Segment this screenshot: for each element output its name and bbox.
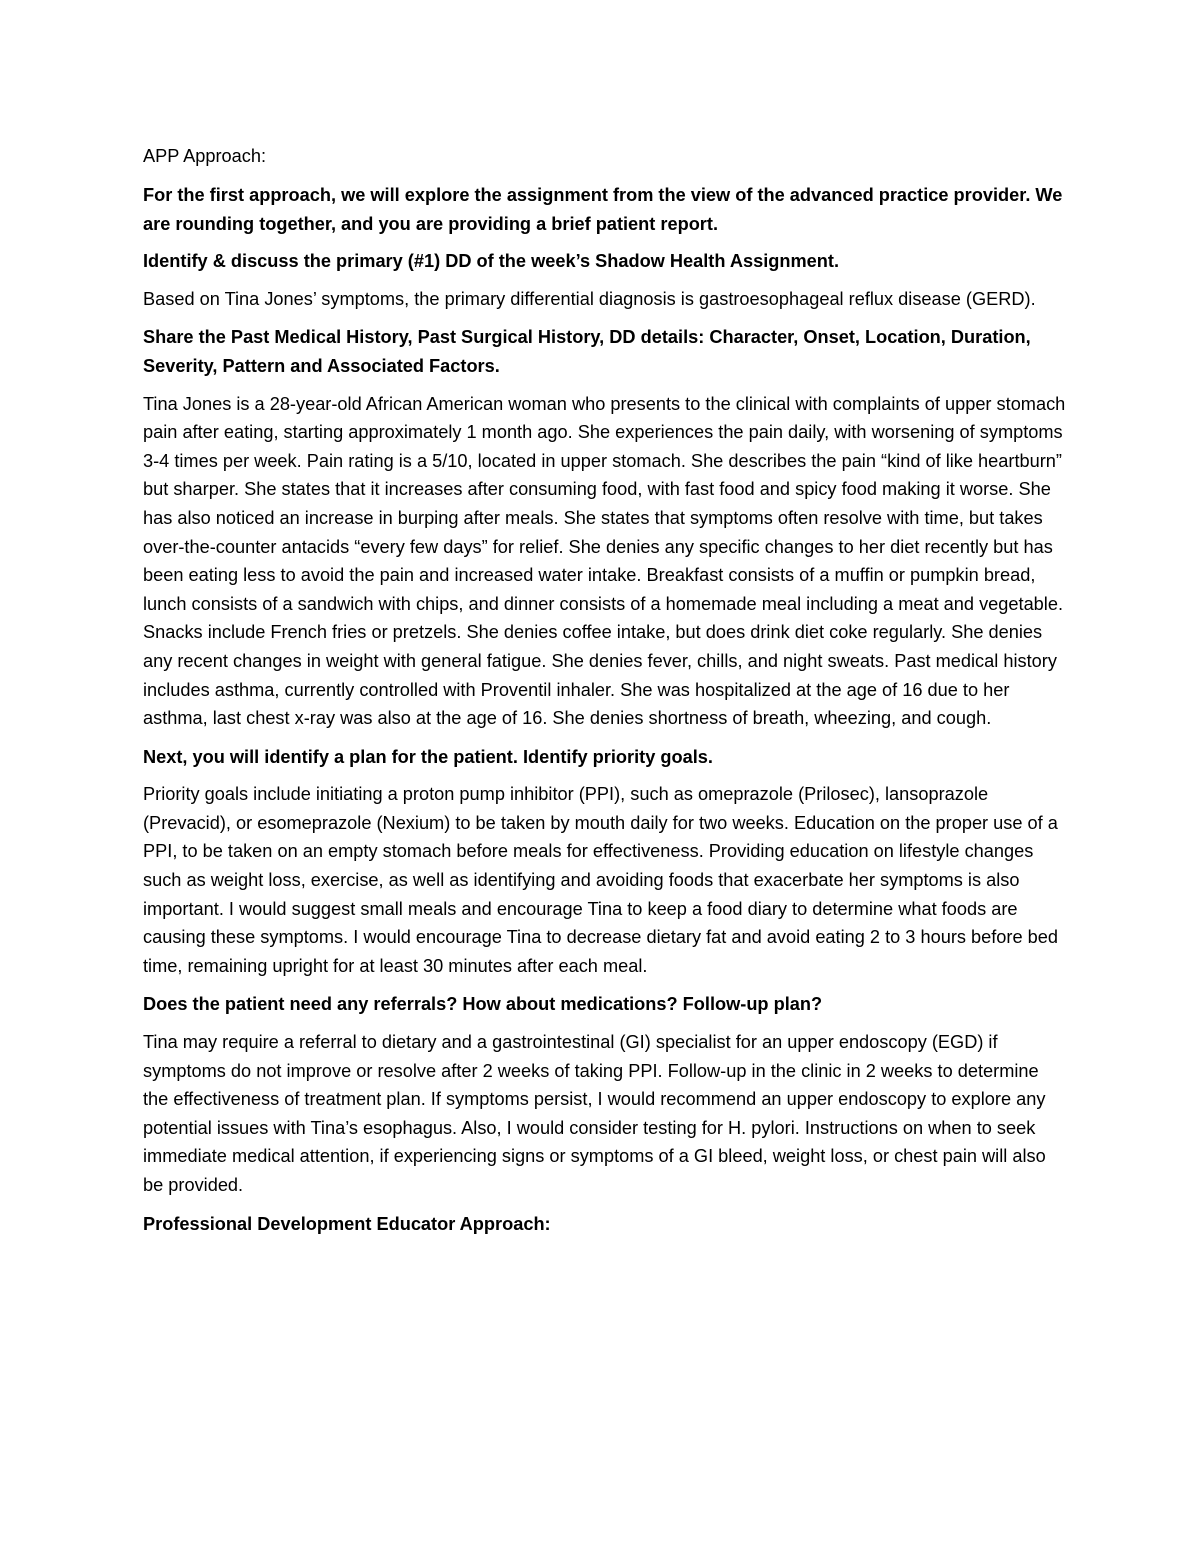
question-history-details: Share the Past Medical History, Past Surgical History, DD details: Character, Onset, Location, Duration, Severity, Pattern and Associated Factors. (143, 327, 1031, 376)
answer-referrals: Tina may require a referral to dietary and a gastrointestinal (GI) specialist for an upper endoscopy (EGD) if symptoms do not improve or resolve after 2 weeks of taking PPI. Follow-up in the clinic in 2 weeks to determine the effectiveness of treatment plan. If symptoms persist, I would recommend an upper endoscopy to explore any potential issues with Tina’s esophagus. Also, I would consider testing for H. pylori. Instructions on when to seek immediate medical attention, if experiencing signs or symptoms of a GI bleed, weight loss, or chest pain will also be provided. (143, 1032, 1046, 1195)
answer-history-details: Tina Jones is a 28-year-old African American woman who presents to the clinical with complaints of upper stomach pain after eating, starting approximately 1 month ago. She experiences the pain daily, with worsening of symptoms 3-4 times per week. Pain rating is a 5/10, located in upper stomach. She describes the pain “kind of like heartburn” but sharper. She states that it increases after consuming food, with fast food and spicy food making it worse. She has also noticed an increase in burping after meals. She states that symptoms often resolve with time, but takes over-the-counter antacids “every few days” for relief. She denies any specific changes to her diet recently but has been eating less to avoid the pain and increased water intake. Breakfast consists of a muffin or pumpkin bread, lunch consists of a sandwich with chips, and dinner consists of a homemade meal including a meat and vegetable. Snacks include French fries or pretzels. She denies coffee intake, but does drink diet coke regularly. She denies any recent changes in weight with general fatigue. She denies fever, chills, and night sweats. Past medical history includes asthma, currently controlled with Proventil inhaler. She was hospitalized at the age of 16 due to her asthma, last chest x-ray was also at the age of 16. She denies shortness of breath, wheezing, and cough. (143, 393, 1066, 729)
app-approach-heading: APP Approach: (143, 146, 267, 166)
pde-approach-heading: Professional Development Educator Approach: (143, 1213, 551, 1234)
document-page (143, 140, 1068, 1247)
answer-primary-dd: Based on Tina Jones’ symptoms, the primary differential diagnosis is gastroesophageal reflux disease (GERD). (143, 288, 1036, 309)
question-referrals: Does the patient need any referrals? How about medications? Follow-up plan? (143, 994, 823, 1015)
question-plan-goals: Next, you will identify a plan for the patient. Identify priority goals. (143, 746, 713, 767)
intro-question: For the first approach, we will explore the assignment from the view of the advanced practice provider. We are rounding together, and you are providing a brief patient report. (143, 185, 1063, 234)
question-primary-dd: Identify & discuss the primary (#1) DD of the week’s Shadow Health Assignment. (143, 251, 839, 272)
answer-plan-goals: Priority goals include initiating a proton pump inhibitor (PPI), such as omeprazole (Prilosec), lansoprazole (Prevacid), or esomeprazole (Nexium) to be taken by mouth daily for two weeks. Education on the proper use of a PPI, to be taken on an empty stomach before meals for effectiveness. Providing education on lifestyle changes such as weight loss, exercise, as well as identifying and avoiding foods that exacerbate her symptoms is also important. I would suggest small meals and encourage Tina to keep a food diary to determine what foods are causing these symptoms. I would encourage Tina to decrease dietary fat and avoid eating 2 to 3 hours before bed time, remaining upright for at least 30 minutes after each meal. (143, 784, 1058, 976)
